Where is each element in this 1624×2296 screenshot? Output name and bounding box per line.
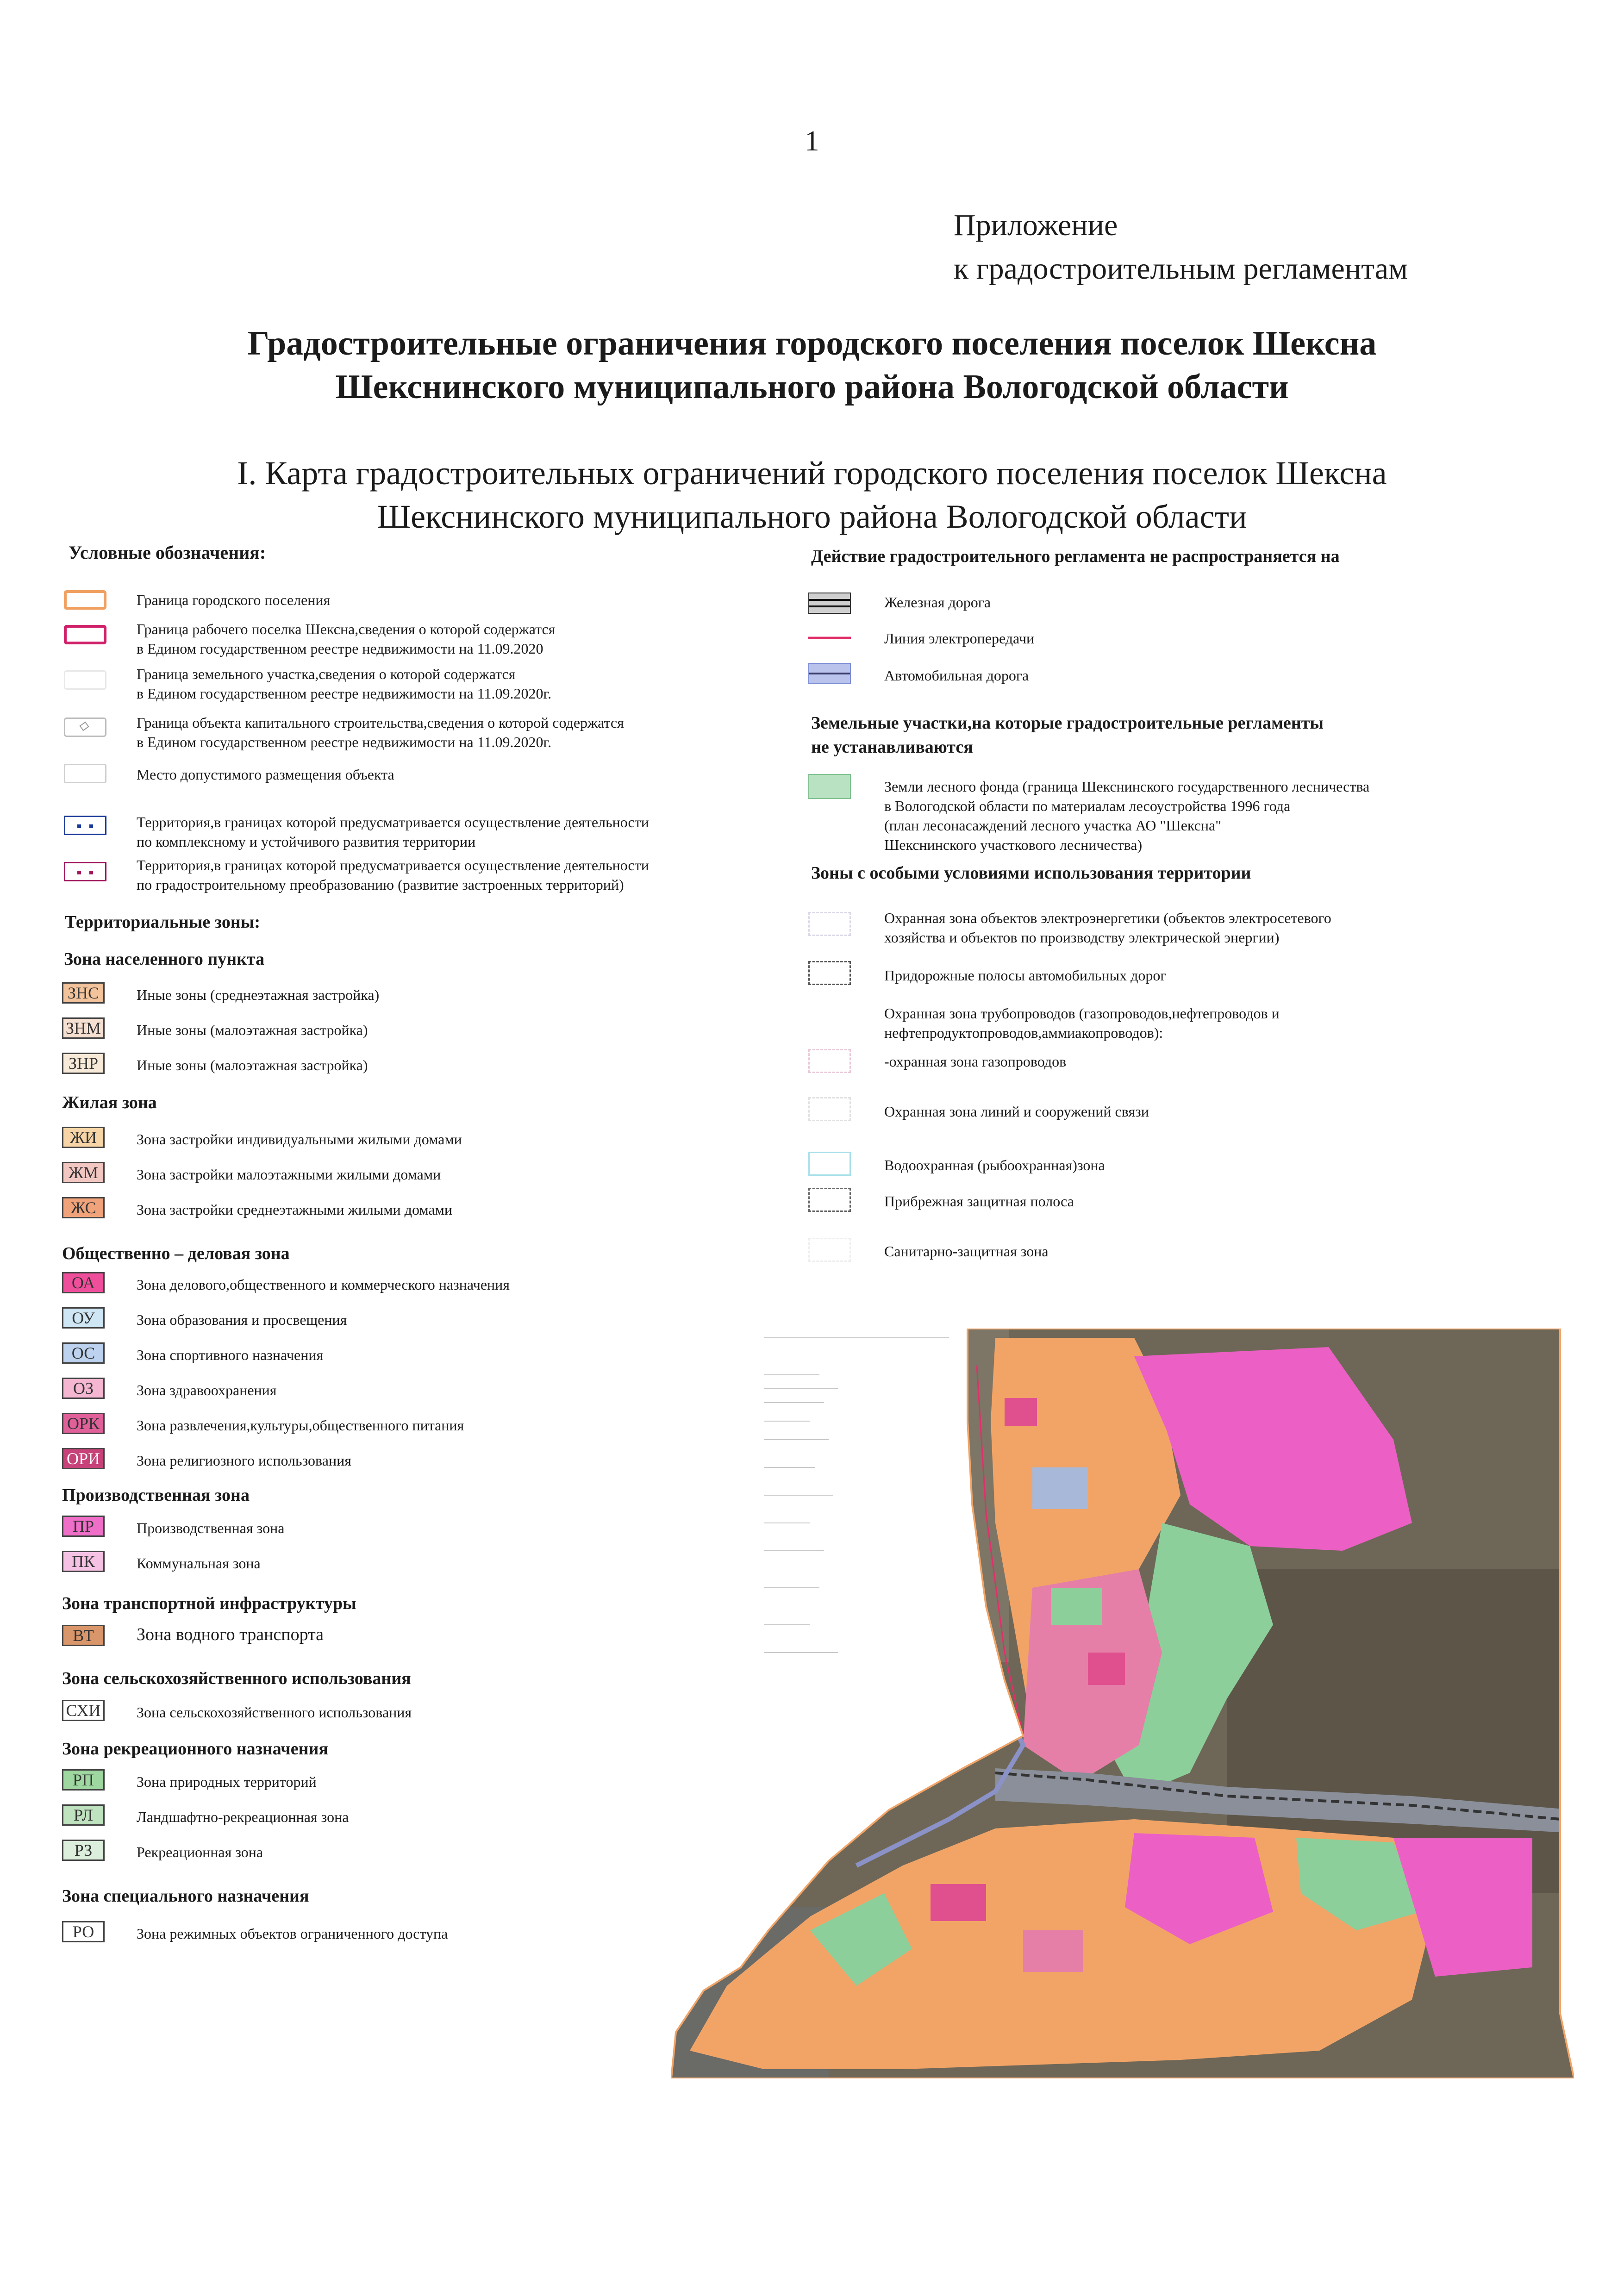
zone-code-znm: ЗНМ	[62, 1017, 105, 1039]
legend-permitted-placement: Место допустимого размещения объекта	[137, 766, 394, 783]
legend-text-line: Граница объекта капитального строительства,сведения о которой содержатся	[137, 714, 624, 731]
legend-text-line: Земли лесного фонда (граница Шекснинского государственного лесничества	[884, 778, 1370, 795]
legend-boundary-settlement: Граница городского поселения	[137, 592, 331, 608]
complex-development-symbol	[64, 816, 106, 835]
group-heading-special: Зона специального назначения	[62, 1886, 309, 1906]
zone-label-os: Зона спортивного назначения	[137, 1347, 324, 1363]
power-line-symbol	[808, 632, 851, 643]
zone-code-zns: ЗНС	[62, 982, 105, 1004]
legend-boundary-land-plot	[137, 664, 551, 703]
zone-label-ro: Зона режимных объектов ограниченного доступа	[137, 1925, 448, 1942]
zone-code-shi: СХИ	[62, 1700, 105, 1721]
zone-label-vt: Зона водного транспорта	[137, 1625, 324, 1644]
legend-coastal-strip: Прибрежная защитная полоса	[884, 1193, 1074, 1210]
legend-text-line: (план лесонасаждений лесного участка АО "Шексна"	[884, 817, 1222, 834]
legend-complex-development	[137, 812, 649, 851]
zone-label-ori: Зона религиозного использования	[137, 1452, 351, 1469]
zone-sport-block[interactable]	[1032, 1467, 1088, 1509]
group-heading-transport: Зона транспортной инфраструктуры	[62, 1594, 356, 1613]
legend-text-line: по комплексному и устойчивого развития территории	[137, 833, 476, 850]
zone-code-zhm: ЖМ	[62, 1162, 105, 1183]
zone-code-vt: ВТ	[62, 1625, 105, 1646]
boundary-settlement-symbol	[64, 590, 106, 610]
zone-public-block-north[interactable]	[1005, 1398, 1037, 1426]
water-protection-symbol	[808, 1152, 851, 1176]
not-apply-heading: Действие градостроительного регламента не распространяется на	[811, 547, 1340, 566]
zone-label-shi: Зона сельскохозяйственного использования	[137, 1704, 412, 1721]
legend-text-line: Граница рабочего поселка Шексна,сведения о которой содержатся	[137, 621, 556, 637]
title-line-1: Градостроительные ограничения городского поселения поселок Шексна	[247, 324, 1377, 362]
group-heading-residential: Жилая зона	[62, 1093, 157, 1112]
appendix-line-1: Приложение	[954, 208, 1118, 242]
communication-protection-symbol	[808, 1097, 851, 1121]
zone-label-znr: Иные зоны (малоэтажная застройка)	[137, 1057, 368, 1073]
legend-text-line: Охранная зона трубопроводов (газопроводов,нефтепроводов и	[884, 1005, 1280, 1022]
zone-code-pk: ПК	[62, 1551, 105, 1572]
gas-pipeline-protection-symbol	[808, 1049, 851, 1073]
group-heading-public: Общественно – деловая зона	[62, 1244, 290, 1263]
boundary-capital-object-symbol	[64, 718, 106, 737]
zone-label-pr: Производственная зона	[137, 1520, 285, 1536]
zone-public-block-center[interactable]	[1088, 1653, 1125, 1685]
appendix-note	[954, 204, 1408, 291]
legend-communication-protection: Охранная зона линий и сооружений связи	[884, 1103, 1149, 1120]
zone-label-pk: Коммунальная зона	[137, 1555, 261, 1572]
legend-railway: Железная дорога	[884, 594, 991, 611]
zoning-map[interactable]	[671, 1329, 1574, 2078]
boundary-land-plot-symbol	[64, 670, 106, 690]
zone-label-ou: Зона образования и просвещения	[137, 1311, 347, 1328]
legend-power-line: Линия электропередачи	[884, 630, 1035, 647]
legend-boundary-capital-object	[137, 713, 624, 752]
legend-text-line: в Едином государственном реестре недвижимости на 11.09.2020	[137, 640, 543, 657]
zone-code-oa: ОА	[62, 1272, 105, 1293]
legend-text-line: в Вологодской области по материалам лесоустройства 1996 года	[884, 798, 1291, 814]
zone-label-znm: Иные зоны (малоэтажная застройка)	[137, 1022, 368, 1038]
legend-roadside-strip: Придорожные полосы автомобильных дорог	[884, 967, 1167, 984]
legend-text-line: Граница земельного участка,сведения о которой содержатся	[137, 666, 516, 682]
no-regulation-heading-line-2: не устанавливаются	[811, 737, 973, 757]
legend-text-line: в Едином государственном реестре недвижимости на 11.09.2020г.	[137, 734, 552, 750]
legend-text-line: по градостроительному преобразованию (развитие застроенных территорий)	[137, 876, 624, 893]
sanitary-zone-symbol	[808, 1238, 851, 1262]
zone-label-oa: Зона делового,общественного и коммерческого назначения	[137, 1276, 510, 1293]
zone-code-rl: РЛ	[62, 1804, 105, 1826]
legend-text-line: Шекснинского участкового лесничества)	[884, 836, 1143, 853]
zone-code-ork: ОРК	[62, 1413, 105, 1434]
legend-gas-pipeline-protection: -охранная зона газопроводов	[884, 1053, 1067, 1070]
zone-park-block[interactable]	[1051, 1588, 1102, 1625]
legend-water-protection: Водоохранная (рыбоохранная)зона	[884, 1157, 1105, 1173]
zone-label-rp: Зона природных территорий	[137, 1773, 317, 1790]
group-heading-settlement: Зона населенного пункта	[64, 949, 265, 969]
page-number: 1	[805, 125, 819, 157]
motor-road-symbol	[808, 663, 851, 684]
roadside-strip-symbol	[808, 961, 851, 985]
subtitle-line-2: Шекснинского муниципального района Вологодской области	[377, 498, 1247, 535]
urban-transformation-symbol	[64, 862, 106, 881]
railway-symbol	[808, 593, 851, 614]
zone-public-block-south[interactable]	[931, 1884, 986, 1921]
legend-urban-transformation	[137, 855, 649, 894]
legend-text-line: нефтепродуктопроводов,аммиакопроводов):	[884, 1024, 1163, 1041]
appendix-line-2: к градостроительным регламентам	[954, 252, 1408, 286]
zone-code-ou: ОУ	[62, 1307, 105, 1329]
coastal-strip-symbol	[808, 1188, 851, 1212]
zone-code-zhi: ЖИ	[62, 1127, 105, 1148]
zone-code-rp: РП	[62, 1769, 105, 1791]
zone-code-pr: ПР	[62, 1516, 105, 1537]
zone-label-zns: Иные зоны (среднеэтажная застройка)	[137, 986, 380, 1003]
group-heading-recreation: Зона рекреационного назначения	[62, 1739, 328, 1759]
zone-code-znr: ЗНР	[62, 1053, 105, 1074]
zone-label-rz: Рекреационная зона	[137, 1844, 263, 1860]
inset-legend-panel	[755, 1333, 968, 1666]
permitted-placement-symbol	[64, 764, 106, 783]
zone-code-oz: ОЗ	[62, 1378, 105, 1399]
power-protection-symbol	[808, 912, 851, 936]
zone-code-ori: ОРИ	[62, 1448, 105, 1469]
legend-text-line: Охранная зона объектов электроэнергетики (объектов электросетевого	[884, 910, 1331, 926]
legend-text-line: Территория,в границах которой предусматривается осуществление деятельности	[137, 857, 649, 873]
zone-label-zhi: Зона застройки индивидуальными жилыми домами	[137, 1131, 462, 1148]
zone-label-zhm: Зона застройки малоэтажными жилыми домами	[137, 1166, 441, 1183]
legend-forest-fund	[884, 777, 1369, 855]
zone-label-rl: Ландшафтно-рекреационная зона	[137, 1809, 349, 1825]
zone-code-rz: РЗ	[62, 1840, 105, 1861]
zone-label-zhs: Зона застройки среднеэтажными жилыми домами	[137, 1201, 452, 1218]
no-regulation-heading	[811, 711, 1324, 759]
legend-motor-road: Автомобильная дорога	[884, 667, 1029, 684]
territorial-zones-heading: Территориальные зоны:	[65, 912, 261, 932]
group-heading-industrial: Производственная зона	[62, 1485, 250, 1505]
zone-code-ro: РО	[62, 1921, 105, 1942]
zone-code-os: ОС	[62, 1342, 105, 1364]
legend-pipeline-protection	[884, 1004, 1280, 1042]
no-regulation-heading-line-1: Земельные участки,на которые градостроительные регламенты	[811, 713, 1324, 733]
special-conditions-heading: Зоны с особыми условиями использования территории	[811, 863, 1251, 883]
forest-fund-symbol	[808, 774, 851, 799]
zone-code-zhs: ЖС	[62, 1197, 105, 1218]
legend-text-line: в Едином государственном реестре недвижимости на 11.09.2020г.	[137, 685, 552, 702]
legend-text-line: Территория,в границах которой предусматривается осуществление деятельности	[137, 814, 649, 830]
group-heading-agricultural: Зона сельскохозяйственного использования	[62, 1669, 411, 1688]
legend-sanitary-zone: Санитарно-защитная зона	[884, 1243, 1049, 1260]
legend-heading: Условные обозначения:	[69, 542, 266, 563]
legend-boundary-workers-settlement	[137, 619, 555, 658]
map-title	[0, 451, 1624, 538]
title-line-2: Шекснинского муниципального района Вологодской области	[335, 368, 1289, 406]
boundary-workers-settlement-symbol	[64, 625, 106, 644]
document-title	[0, 322, 1624, 409]
zone-label-oz: Зона здравоохранения	[137, 1382, 277, 1398]
legend-power-protection	[884, 908, 1331, 947]
zone-public-block-south-2[interactable]	[1023, 1930, 1083, 1972]
subtitle-line-1: I. Карта градостроительных ограничений городского поселения поселок Шексна	[237, 455, 1387, 492]
legend-text-line: хозяйства и объектов по производству электрической энергии)	[884, 929, 1280, 946]
zone-label-ork: Зона развлечения,культуры,общественного питания	[137, 1417, 464, 1434]
